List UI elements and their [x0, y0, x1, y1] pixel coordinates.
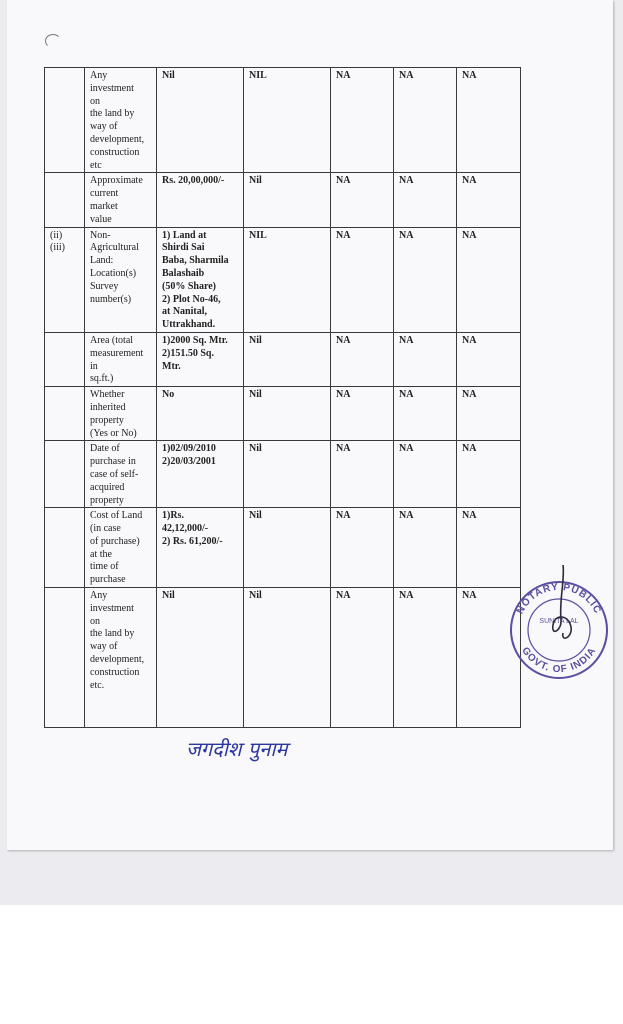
table-row	[45, 227, 521, 332]
dependent-1-cell: NA	[331, 332, 394, 386]
table-row	[45, 332, 521, 386]
serial-cell	[45, 387, 85, 441]
self-value-cell: 1)Rs. 42,12,000/- 2) Rs. 61,200/-	[157, 508, 244, 588]
svg-text:जगदीश पुनाम: जगदीश पुनाम	[186, 737, 288, 761]
dependent-2-cell: NA	[394, 387, 457, 441]
serial-cell	[45, 68, 85, 173]
serial-cell	[45, 588, 85, 728]
description-cell: Any investment on the land by way of development, construction etc	[85, 68, 157, 173]
table-row	[45, 387, 521, 441]
spouse-value-cell: Nil	[244, 387, 331, 441]
stamp-center-text: SUNITA LAL	[539, 618, 579, 625]
dependent-3-cell: NA	[457, 387, 521, 441]
description-cell: Whether inherited property (Yes or No)	[85, 387, 157, 441]
dependent-1-cell: NA	[331, 508, 394, 588]
dependent-3-cell: NA	[457, 227, 521, 332]
dependent-1-cell: NA	[331, 387, 394, 441]
notary-stamp	[503, 565, 613, 715]
dependent-2-cell: NA	[394, 332, 457, 386]
self-value-cell: 1) Land at Shirdi Sai Baba, Sharmila Balashaib (50% Share) 2) Plot No-46, at Nanital, Uttrakhand.	[157, 227, 244, 332]
self-value-cell: 1)2000 Sq. Mtr. 2)151.50 Sq. Mtr.	[157, 332, 244, 386]
description-cell: Date of purchase in case of self- acquired property	[85, 441, 157, 508]
self-value-cell: Rs. 20,00,000/-	[157, 173, 244, 227]
description-cell: Area (total measurement in sq.ft.)	[85, 332, 157, 386]
dependent-1-cell: NA	[331, 173, 394, 227]
spouse-value-cell: Nil	[244, 173, 331, 227]
dependent-1-cell: NA	[331, 68, 394, 173]
dependent-2-cell: NA	[394, 227, 457, 332]
self-value-cell: Nil	[157, 588, 244, 728]
serial-cell	[45, 332, 85, 386]
dependent-2-cell: NA	[394, 588, 457, 728]
table-row	[45, 508, 521, 588]
dependent-3-cell: NA	[457, 68, 521, 173]
dependent-3-cell: NA	[457, 588, 521, 728]
dependent-2-cell: NA	[394, 508, 457, 588]
description-cell: Any investment on the land by way of development, construction etc.	[85, 588, 157, 728]
punch-hole-mark	[45, 34, 61, 48]
description-cell: Approximate current market value	[85, 173, 157, 227]
serial-cell	[45, 173, 85, 227]
dependent-3-cell: NA	[457, 173, 521, 227]
self-value-cell: 1)02/09/2010 2)20/03/2001	[157, 441, 244, 508]
dependent-2-cell: NA	[394, 173, 457, 227]
dependent-3-cell: NA	[457, 441, 521, 508]
self-value-cell: Nil	[157, 68, 244, 173]
dependent-2-cell: NA	[394, 68, 457, 173]
spouse-value-cell: Nil	[244, 441, 331, 508]
dependent-1-cell: NA	[331, 441, 394, 508]
dependent-3-cell: NA	[457, 508, 521, 588]
self-value-cell: No	[157, 387, 244, 441]
table-row	[45, 68, 521, 173]
stamp-bottom-text: GOVT. OF INDIA	[519, 645, 599, 676]
notary-signature-stroke	[553, 565, 571, 638]
serial-cell: (ii) (iii)	[45, 227, 85, 332]
assets-table	[44, 67, 521, 728]
table-row	[45, 173, 521, 227]
dependent-2-cell: NA	[394, 441, 457, 508]
dependent-3-cell: NA	[457, 332, 521, 386]
stamp-inner-ring	[528, 599, 590, 661]
spouse-value-cell: Nil	[244, 588, 331, 728]
dependent-1-cell: NA	[331, 227, 394, 332]
table-row	[45, 588, 521, 728]
description-cell: Non- Agricultural Land: Location(s) Survey number(s)	[85, 227, 157, 332]
handwritten-signature	[180, 722, 315, 772]
spouse-value-cell: Nil	[244, 508, 331, 588]
serial-cell	[45, 508, 85, 588]
spouse-value-cell: NIL	[244, 68, 331, 173]
table-row	[45, 441, 521, 508]
stamp-top-text: NOTARY PUBLIC	[514, 581, 604, 617]
description-cell: Cost of Land (in case of purchase) at the time of purchase	[85, 508, 157, 588]
spouse-value-cell: Nil	[244, 332, 331, 386]
serial-cell	[45, 441, 85, 508]
spouse-value-cell: NIL	[244, 227, 331, 332]
dependent-1-cell: NA	[331, 588, 394, 728]
